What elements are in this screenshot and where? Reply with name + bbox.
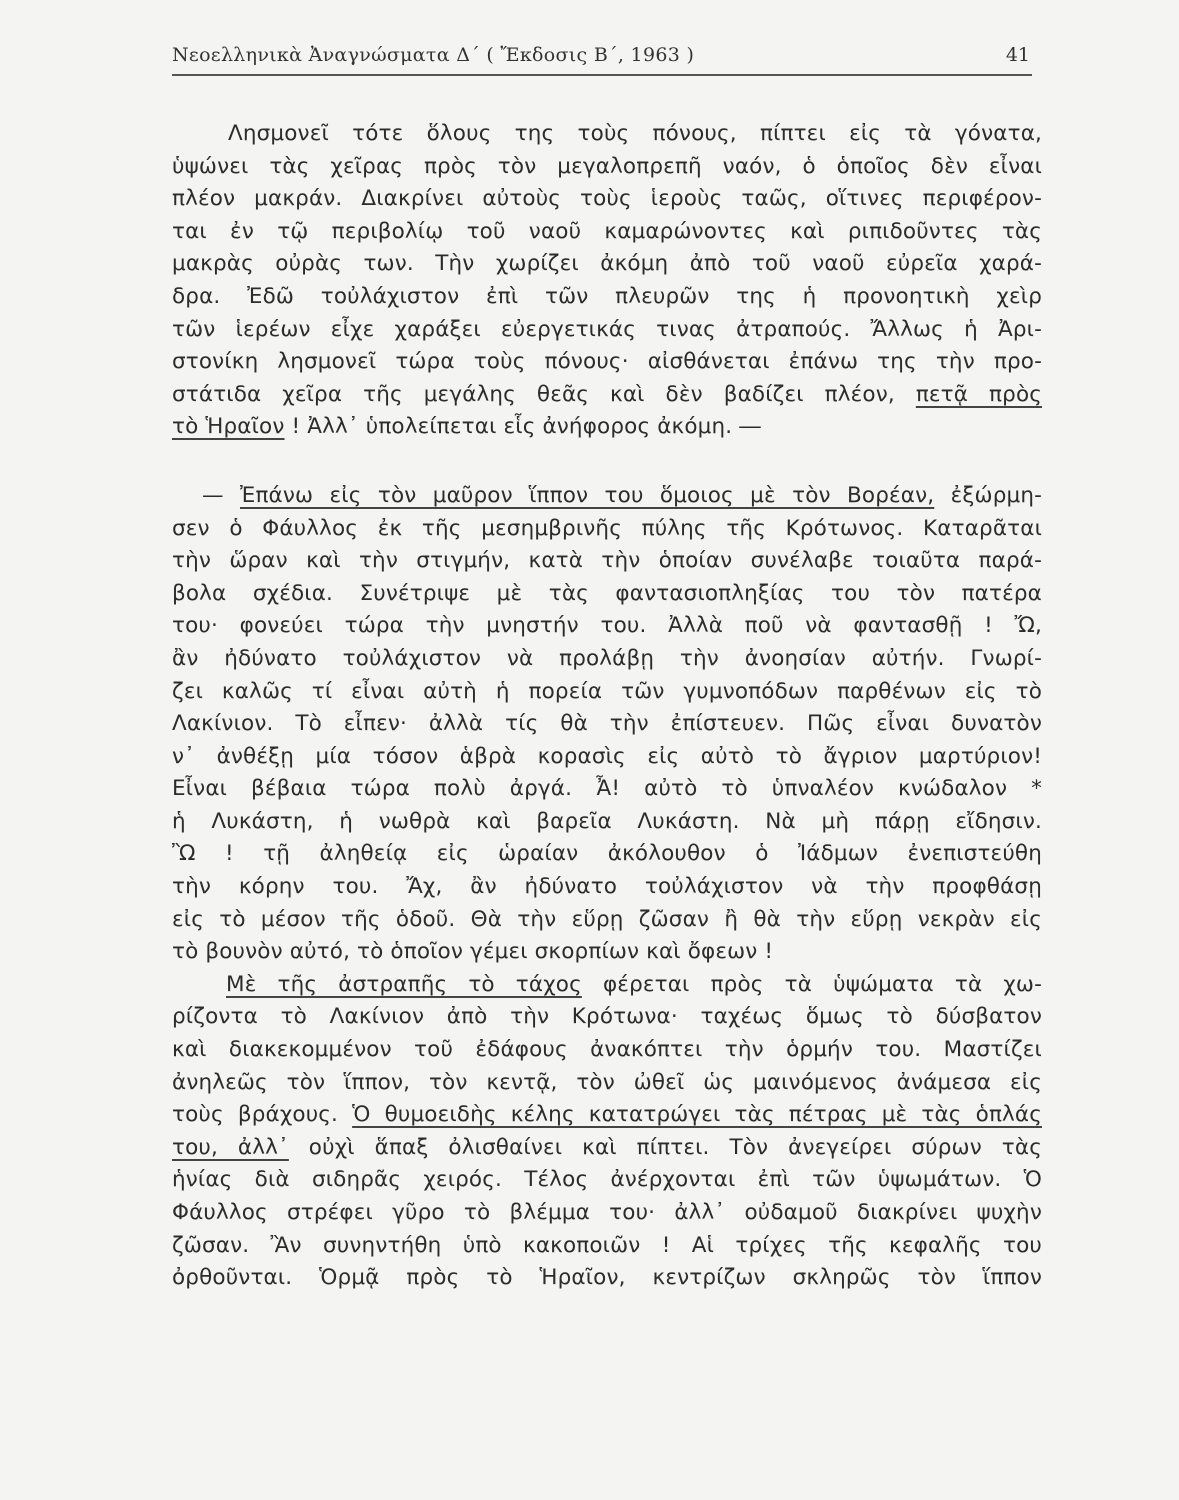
text-line: Εἶναι βέβαια τώρα πολὺ ἀργά. Ἆ! αὐτὸ τὸ ὑπναλέον κνώδαλον *: [172, 776, 1042, 802]
text-line: τὴν κόρην του. Ἄχ, ἂν ἠδύνατο τοὐλάχιστον νὰ τὴν προφθάσῃ: [172, 874, 1042, 900]
text-line: βολα σχέδια. Συνέτριψε μὲ τὰς φαντασιοπληξίας του τὸν πατέρα: [172, 580, 1042, 606]
text-line: σεν ὁ Φάυλλος ἐκ τῆς μεσημβρινῆς πύλης τῆς Κρότωνος. Καταρᾶται: [172, 515, 1042, 541]
text-segment: στάτιδα χεῖρα τῆς μεγάλης θεᾶς καὶ δὲν βαδίζει πλέον,: [172, 381, 895, 407]
underlined-text: πετᾷ πρὸς: [915, 381, 1043, 407]
text-line: στονίκη λησμονεῖ τώρα τοὺς πόνους· αἰσθάνεται ἐπάνω της τὴν προ-: [172, 349, 1042, 375]
text-line: ται ἐν τῷ περιβολίῳ τοῦ ναοῦ καμαρώνοντες καὶ ριπιδοῦντες τὰς: [172, 218, 1042, 244]
text-line: πλέον μακράν. Διακρίνει αὐτοὺς τοὺς ἱεροὺς ταῶς, οἵτινες περιφέρον-: [172, 186, 1042, 212]
text-line: ὑψώνει τὰς χεῖρας πρὸς τὸν μεγαλοπρεπῆ ναόν, ὁ ὁποῖος δὲν εἶναι: [172, 153, 1042, 179]
text-segment: οὐχὶ ἅπαξ ὀλισθαίνει καὶ πίπτει. Τὸν ἀνεγείρει σύρων τὰς: [288, 1134, 1042, 1160]
text-line: ἀνηλεῶς τὸν ἵππον, τὸν κεντᾷ, τὸν ὠθεῖ ὡς μαινόμενος ἀνάμεσα εἰς: [172, 1069, 1042, 1095]
text-line: ἂν ἠδύνατο τοὐλάχιστον νὰ προλάβῃ τὴν ἀνοησίαν αὐτήν. Γνωρί-: [172, 645, 1042, 671]
text-line: [172, 480, 1042, 513]
text-line: Λησμονεῖ τότε ὅλους της τοὺς πόνους, πίπτει εἰς τὰ γόνατα,: [228, 121, 1042, 146]
underlined-text: του, ἀλλ᾽: [172, 1134, 289, 1160]
text-line: Λακίνιον. Τὸ εἶπεν· ἀλλὰ τίς θὰ τὴν ἐπίστευεν. Πῶς εἶναι δυνατὸν: [172, 711, 1042, 737]
dash: —: [202, 482, 241, 508]
text-line: εἰς τὸ μέσον τῆς ὁδοῦ. Θὰ τὴν εὕρῃ ζῶσαν ἢ θὰ τὴν εὕρῃ νεκρὰν εἰς: [172, 906, 1042, 932]
paragraph-gap: [172, 444, 1042, 480]
text-line: ἡνίας διὰ σιδηρᾶς χειρός. Τέλος ἀνέρχονται ἐπὶ τῶν ὑψωμάτων. Ὁ: [172, 1167, 1042, 1193]
body-text: [172, 118, 1042, 1295]
text-line: Ὢ ! τῇ ἀληθείᾳ εἰς ὡραίαν ἀκόλουθον ὁ Ἰάδμων ἐνεπιστεύθη: [172, 841, 1042, 867]
running-header: [172, 44, 1032, 76]
text-segment: φέρεται πρὸς τὰ ὑψώματα τὰ χω-: [581, 971, 1042, 997]
text-line: τὸ βουνὸν αὐτό, τὸ ὁποῖον γέμει σκορπίων καὶ ὄφεων !: [172, 939, 774, 965]
text-segment: ἐξώρμη-: [934, 482, 1043, 508]
underlined-text: Μὲ τῆς ἀστραπῆς τὸ τάχος: [226, 971, 582, 997]
text-line: ζει καλῶς τί εἶναι αὐτὴ ἡ πορεία τῶν γυμνοπόδων παρθένων εἰς τὸ: [172, 678, 1042, 704]
text-line: δρα. Ἐδῶ τοὐλάχιστον ἐπὶ τῶν πλευρῶν της ἡ προνοητικὴ χεὶρ: [172, 283, 1042, 309]
text-line: Φάυλλος στρέφει γῦρο τὸ βλέμμα του· ἀλλ᾽ οὐδαμοῦ διακρίνει ψυχὴν: [172, 1200, 1042, 1225]
text-line: [172, 411, 1042, 444]
underlined-text: Ὁ θυμοειδὴς κέλης κατατρώγει τὰς πέτρας μὲ τὰς ὁπλάς: [352, 1102, 1042, 1128]
text-segment: τοὺς βράχους.: [172, 1102, 353, 1128]
underlined-text: τὸ Ἡραῖον: [172, 414, 285, 440]
text-line: ρίζοντα τὸ Λακίνιον ἀπὸ τὴν Κρότωνα· ταχέως ὅμως τὸ δύσβατον: [172, 1004, 1042, 1030]
text-line: καὶ διακεκομμένον τοῦ ἐδάφους ἀνακόπτει τὴν ὁρμήν του. Μαστίζει: [172, 1037, 1042, 1063]
text-line: τὴν ὥραν καὶ τὴν στιγμήν, κατὰ τὴν ὁποίαν συνέλαβε τοιαῦτα παρά-: [172, 548, 1042, 574]
text-line: [172, 1099, 1042, 1132]
text-line: ν᾽ ἀνθέξῃ μία τόσον ἁβρὰ κορασὶς εἰς αὐτὸ τὸ ἄγριον μαρτύριον!: [172, 743, 1042, 769]
text-line: ὀρθοῦνται. Ὁρμᾷ πρὸς τὸ Ἡραῖον, κεντρίζων σκληρῶς τὸν ἵππον: [172, 1265, 1042, 1291]
book-title: Νεοελληνικὰ Ἀναγνώσματα Δ΄ ( Ἔκδοσις Β΄, 1963 ): [172, 44, 695, 66]
underlined-text: Ἐπάνω εἰς τὸν μαῦρον ἵππον του ὅμοιος μὲ τὸν Βορέαν,: [240, 482, 935, 508]
text-line: [172, 1132, 1042, 1165]
text-line: ζῶσαν. Ἂν συνηντήθη ὑπὸ κακοποιῶν ! Αἱ τρίχες τῆς κεφαλῆς του: [172, 1232, 1042, 1258]
text-line: [172, 969, 1042, 1002]
text-segment: ! Ἀλλ᾽ ὑπολείπεται εἷς ἀνήφορος ἀκόμη. ―: [284, 414, 761, 440]
page-number: 41: [1005, 44, 1030, 66]
text-line: [172, 379, 1042, 412]
text-line: μακρὰς οὐρὰς των. Τὴν χωρίζει ἀκόμη ἀπὸ τοῦ ναοῦ εὐρεῖα χαρά-: [172, 251, 1042, 277]
text-line: ἡ Λυκάστη, ἡ νωθρὰ καὶ βαρεῖα Λυκάστη. Νὰ μὴ πάρῃ εἴδησιν.: [172, 808, 1042, 834]
text-line: τῶν ἱερέων εἶχε χαράξει εὐεργετικάς τινας ἀτραπούς. Ἄλλως ἡ Ἀρι-: [172, 316, 1042, 342]
text-line: του· φονεύει τώρα τὴν μνηστήν του. Ἀλλὰ ποῦ νὰ φαντασθῇ ! Ὤ,: [172, 613, 1042, 639]
